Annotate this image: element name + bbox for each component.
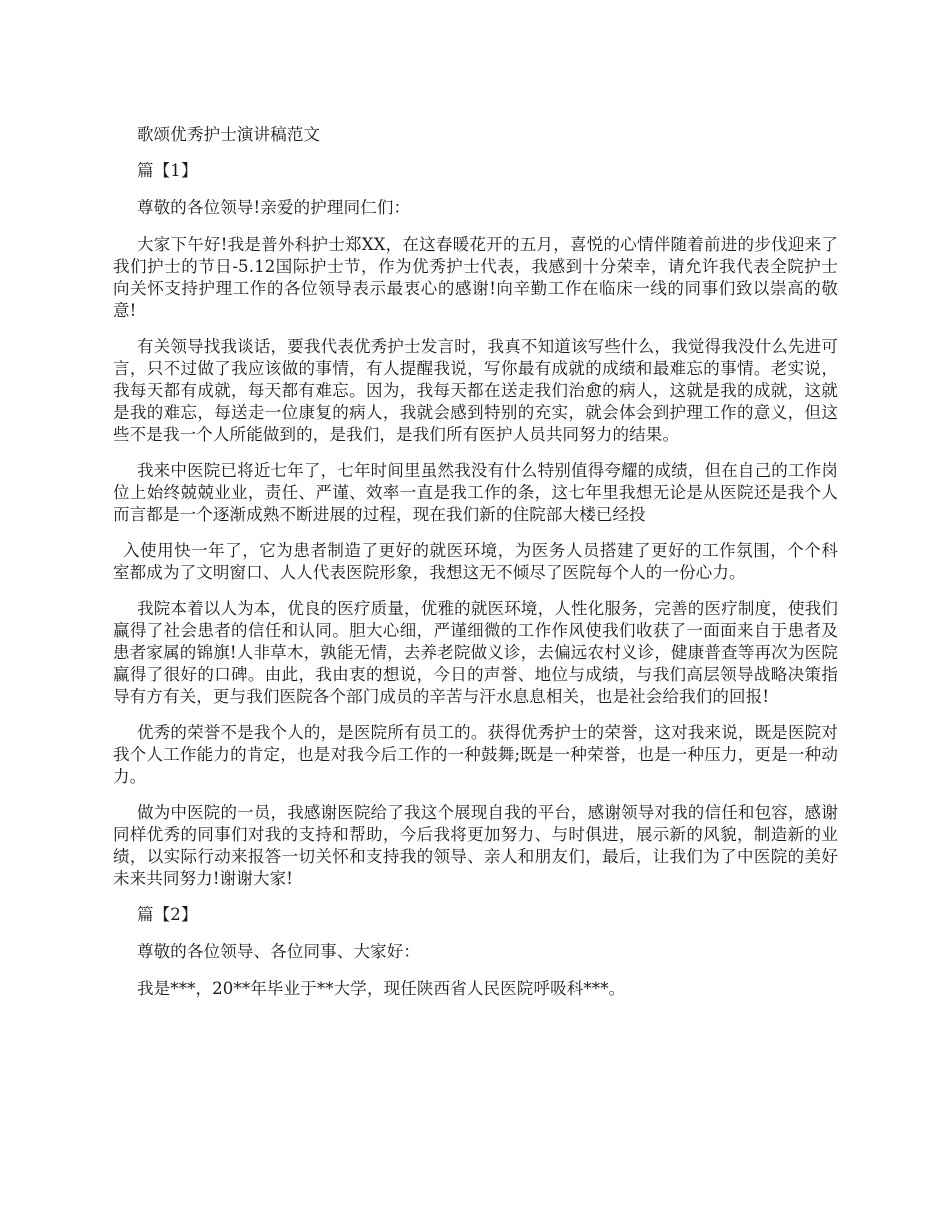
section-1-paragraph: 做为中医院的一员，我感谢医院给了我这个展现自我的平台，感谢领导对我的信任和包容，感谢同样优秀的同事们对我的支持和帮助，今后我将更加努力、与时俱进，展示新的风貌，制造新的业绩，以实际行动来报答一切关怀和支持我的领导、亲人和朋友们，最后，让我们为了中医院的美好未来共同努力!谢谢大家! [113,803,838,888]
section-1-paragraph: 入使用快一年了，它为患者制造了更好的就医环境，为医务人员搭建了更好的工作氛围，个个科室都成为了文明窗口、人人代表医院形象，我想这无不倾尽了医院每个人的一份心力。 [113,541,838,582]
section-2-paragraph: 我是***，20**年毕业于**大学，现任陕西省人民医院呼吸科***。 [137,979,626,998]
section-1-paragraph: 我院本着以人为本，优良的医疗质量，优雅的就医环境，人性化服务，完善的医疗制度，使我们赢得了社会患者的信任和认同。胆大心细，严谨细微的工作作风使我们收获了一面面来自于患者及患者家属的锦旗!人非草木，孰能无情，去养老院做义诊，去偏远农村义诊，健康普查等再次为医院赢得了很好的口碑。由此，我由衷的想说，今日的声誉、地位与成绩，与我们高层领导战略决策指导有方有关，更与我们医院各个部门成员的辛苦与汗水息息相关，也是社会给我们的回报! [113,599,838,706]
section-1-paragraph: 我来中医院已将近七年了，七年时间里虽然我没有什么特别值得夸耀的成绩，但在自己的工作岗位上始终兢兢业业，责任、严谨、效率一直是我工作的条，这七年里我想无论是从医院还是我个人而言都是一个逐渐成熟不断进展的过程，现在我们新的住院部大楼已经投 [113,461,838,524]
section-1-paragraph: 有关领导找我谈话，要我代表优秀护士发言时，我真不知道该写些什么，我觉得我没什么先进可言，只不过做了我应该做的事情，有人提醒我说，写你最有成就的成绩和最难忘的事情。老实说，我每天都有成就，每天都有难忘。因为，我每天都在送走我们治愈的病人，这就是我的成就，这就是我的难忘，每送走一位康复的病人，我就会感到特别的充实，就会体会到护理工作的意义，但这些不是我一个人所能做到的，是我们，是我们所有医护人员共同努力的结果。 [113,337,838,444]
section-1-salutation: 尊敬的各位领导!亲爱的护理同仁们： [137,198,411,217]
document-title: 歌颂优秀护士演讲稿范文 [137,125,321,144]
section-2-salutation: 尊敬的各位领导、各位同事、大家好： [137,942,421,961]
section-1-paragraph: 大家下午好!我是普外科护士郑XX，在这春暖花开的五月，喜悦的心情伴随着前进的步伐迎来了我们护士的节日-5.12国际护士节，作为优秀护士代表，我感到十分荣幸，请允许我代表全院护士向关怀支持护理工作的各位领导表示最衷心的感谢!向辛勤工作在临床一线的同事们致以崇高的敬意! [113,235,838,320]
section-1-heading: 篇【1】 [137,161,198,180]
section-2-heading: 篇【2】 [137,905,198,924]
section-1-paragraph: 优秀的荣誉不是我个人的，是医院所有员工的。获得优秀护士的荣誉，这对我来说，既是医院对我个人工作能力的肯定，也是对我今后工作的一种鼓舞;既是一种荣誉，也是一种压力，更是一种动力。 [113,723,838,786]
document-body [113,124,838,1014]
